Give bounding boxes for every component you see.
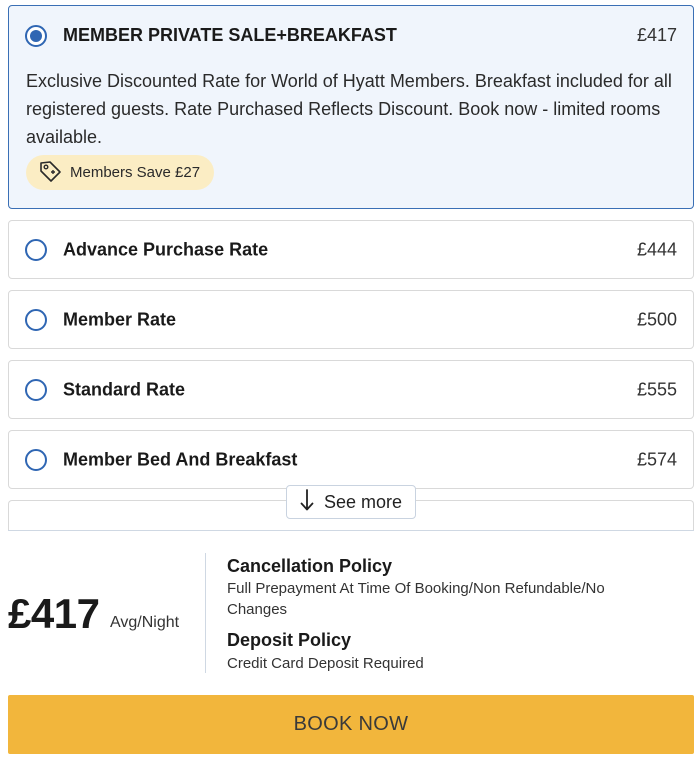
see-more-button[interactable] bbox=[286, 485, 416, 519]
vertical-divider bbox=[205, 553, 206, 673]
radio-unselected[interactable] bbox=[25, 379, 47, 401]
cancellation-policy-text: Full Prepayment At Time Of Booking/Non Refundable/No Changes bbox=[227, 580, 605, 618]
rate-description: Exclusive Discounted Rate for World of Hyatt Members. Breakfast included for all registered guests. Rate Purchased Reflects Discount. Book now - limited rooms available. bbox=[26, 71, 672, 147]
badge-label: Members Save £27 bbox=[70, 164, 201, 181]
radio-unselected[interactable] bbox=[25, 309, 47, 331]
rate-option-member-bed-and-breakfast[interactable] bbox=[8, 430, 694, 489]
divider bbox=[8, 530, 694, 531]
radio-selected[interactable] bbox=[25, 25, 47, 47]
rate-name: Member Bed And Breakfast bbox=[63, 449, 298, 469]
rate-option-advance-purchase[interactable] bbox=[8, 220, 694, 279]
radio-unselected[interactable] bbox=[25, 449, 47, 471]
rate-name: Advance Purchase Rate bbox=[63, 239, 269, 259]
rate-option-member-private-sale[interactable] bbox=[8, 5, 694, 209]
rate-option-member-rate[interactable] bbox=[8, 290, 694, 349]
rate-price: £500 bbox=[636, 309, 677, 329]
arrow-down-icon bbox=[300, 488, 324, 517]
avg-night-price: £417 bbox=[8, 590, 100, 637]
rate-price: £574 bbox=[636, 449, 677, 469]
radio-unselected[interactable] bbox=[25, 239, 47, 261]
price-unit: Avg/Night bbox=[110, 614, 180, 631]
deposit-policy-title: Deposit Policy bbox=[227, 630, 352, 650]
members-save-badge bbox=[26, 155, 214, 190]
price-tag-icon bbox=[38, 159, 70, 187]
rate-name: Member Rate bbox=[63, 309, 177, 329]
rate-option-standard-rate[interactable] bbox=[8, 360, 694, 419]
rate-list bbox=[8, 5, 694, 500]
deposit-policy-text: Credit Card Deposit Required bbox=[227, 655, 424, 672]
see-more-label: See more bbox=[323, 491, 403, 512]
cancellation-policy-title: Cancellation Policy bbox=[227, 556, 393, 576]
rate-price: £555 bbox=[636, 379, 677, 399]
rate-price: £444 bbox=[636, 239, 677, 259]
rate-name: Standard Rate bbox=[63, 379, 186, 399]
rate-price: £417 bbox=[636, 25, 677, 45]
book-now-button[interactable]: BOOK NOW bbox=[8, 695, 694, 754]
rate-name: MEMBER PRIVATE SALE+BREAKFAST bbox=[63, 25, 397, 45]
